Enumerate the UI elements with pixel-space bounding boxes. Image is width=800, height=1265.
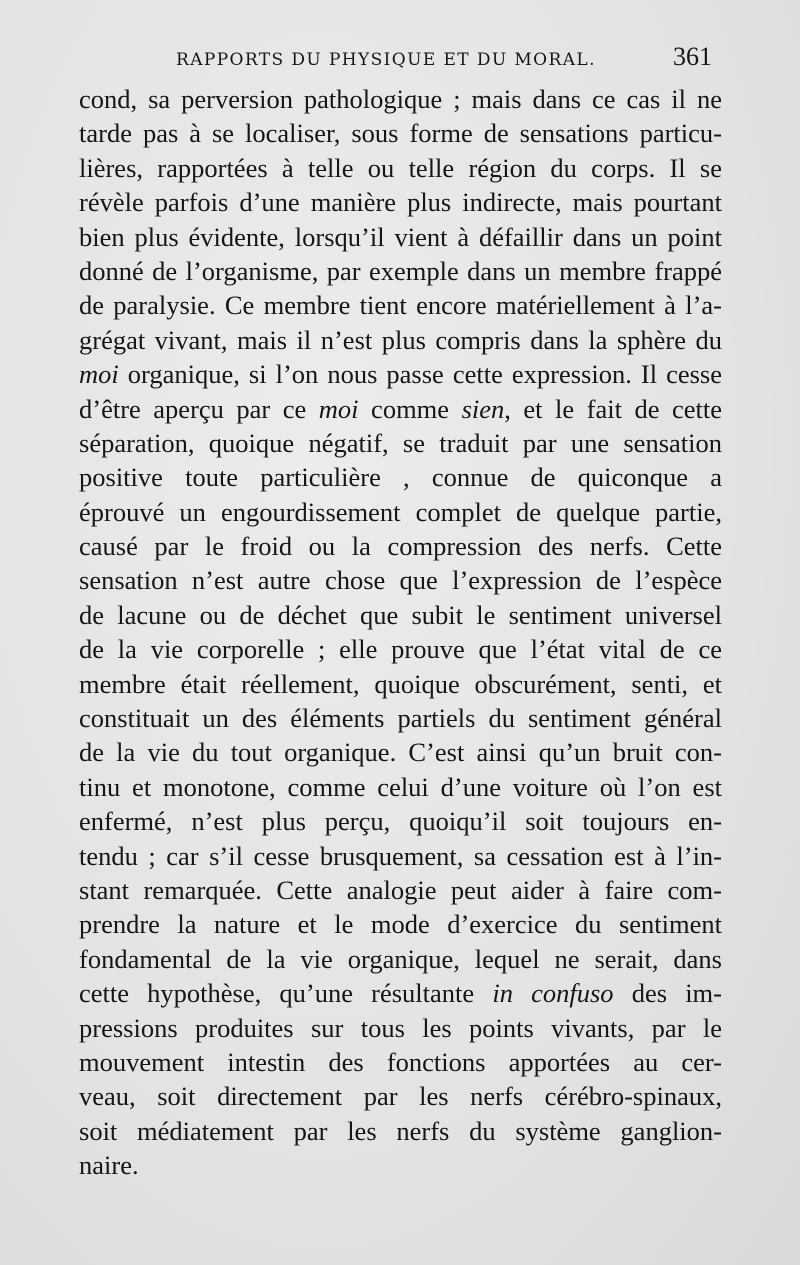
text-segment: de la vie corporelle ; elle prouve que l’état vital de ce <box>79 634 722 665</box>
text-segment: révèle parfois d’une manière plus indirecte, mais pourtant <box>79 187 722 218</box>
text-segment: cette hypothèse, qu’une résultante <box>79 978 493 1009</box>
italic-text: moi <box>318 393 359 424</box>
text-segment: enfermé, n’est plus perçu, quoiqu’il soit toujours en- <box>79 806 722 837</box>
text-segment: soit médiatement par les nerfs du système ganglion- <box>79 1115 722 1146</box>
text-line <box>79 357 722 391</box>
text-segment: causé par le froid ou la compression des nerfs. Cette <box>79 531 722 562</box>
text-line <box>79 151 722 185</box>
running-title: RAPPORTS DU PHYSIQUE ET DU MORAL. <box>176 50 596 70</box>
text-line <box>79 632 722 666</box>
text-segment: donné de l’organisme, par exemple dans un membre frappé <box>79 255 722 286</box>
text-segment: naire. <box>79 1150 139 1181</box>
text-line <box>79 529 722 563</box>
body-text <box>79 82 722 1183</box>
text-line <box>79 1045 722 1079</box>
text-segment: des im- <box>613 978 722 1009</box>
text-line <box>79 185 722 219</box>
text-segment: , et le fait de cette <box>504 393 722 424</box>
text-segment: tarde pas à se localiser, sous forme de sensations particu- <box>79 118 722 149</box>
running-head <box>176 42 712 76</box>
text-line <box>79 873 722 907</box>
text-segment: positive toute particulière , connue de quiconque a <box>79 462 722 493</box>
page-number: 361 <box>673 42 712 71</box>
text-segment: stant remarquée. Cette analogie peut aider à faire com- <box>79 874 722 905</box>
text-line <box>79 220 722 254</box>
text-line <box>79 839 722 873</box>
text-line <box>79 323 722 357</box>
italic-text: sien <box>461 393 505 424</box>
text-segment: mouvement intestin des fonctions apportées au cer- <box>79 1046 722 1077</box>
text-segment: éprouvé un engourdissement complet de quelque partie, <box>79 496 722 527</box>
text-line <box>79 116 722 150</box>
text-segment: organique, si l’on nous passe cette expression. Il cesse <box>118 359 722 390</box>
text-segment: de la vie du tout organique. C’est ainsi qu’un bruit con- <box>79 737 722 768</box>
text-line <box>79 598 722 632</box>
text-line <box>79 701 722 735</box>
text-line <box>79 1079 722 1113</box>
text-segment: grégat vivant, mais il n’est plus compris dans la sphère du <box>79 324 722 355</box>
text-segment: prendre la nature et le mode d’exercice du sentiment <box>79 909 722 940</box>
text-line <box>79 460 722 494</box>
text-segment: séparation, quoique négatif, se traduit par une sensation <box>79 427 722 458</box>
text-line <box>79 254 722 288</box>
text-segment: cond, sa perversion pathologique ; mais dans ce cas il ne <box>79 84 722 114</box>
text-segment: constituait un des éléments partiels du sentiment général <box>79 703 722 734</box>
text-line <box>79 1148 722 1182</box>
text-segment: de lacune ou de déchet que subit le sentiment universel <box>79 599 722 630</box>
text-line <box>79 426 722 460</box>
text-line <box>79 735 722 769</box>
text-segment: lières, rapportées à telle ou telle région du corps. Il se <box>79 152 722 183</box>
text-line <box>79 1114 722 1148</box>
italic-text: in confuso <box>492 978 614 1009</box>
text-segment: fondamental de la vie organique, lequel ne serait, dans <box>79 943 722 974</box>
text-segment: bien plus évidente, lorsqu’il vient à défaillir dans un point <box>79 221 722 252</box>
text-segment: pressions produites sur tous les points vivants, par le <box>79 1012 722 1043</box>
italic-text: moi <box>79 359 119 390</box>
text-line <box>79 563 722 597</box>
text-segment: veau, soit directement par les nerfs cérébro-spinaux, <box>79 1081 722 1112</box>
text-line <box>79 288 722 322</box>
text-segment: tinu et monotone, comme celui d’une voiture où l’on est <box>79 771 722 802</box>
text-line <box>79 770 722 804</box>
text-segment: membre était réellement, quoique obscurément, senti, et <box>79 668 722 699</box>
text-line <box>79 392 722 426</box>
text-segment: sensation n’est autre chose que l’expression de l’espèce <box>79 565 722 596</box>
text-line <box>79 1011 722 1045</box>
text-line <box>79 495 722 529</box>
text-line <box>79 942 722 976</box>
text-line <box>79 804 722 838</box>
text-line <box>79 82 722 116</box>
text-segment: de paralysie. Ce membre tient encore matériellement à l’a- <box>79 290 722 321</box>
text-segment: comme <box>358 393 462 424</box>
text-segment: d’être aperçu par ce <box>79 393 319 424</box>
text-line <box>79 667 722 701</box>
text-segment: tendu ; car s’il cesse brusquement, sa cessation est à l’in- <box>79 840 722 871</box>
text-line <box>79 907 722 941</box>
text-line <box>79 976 722 1010</box>
